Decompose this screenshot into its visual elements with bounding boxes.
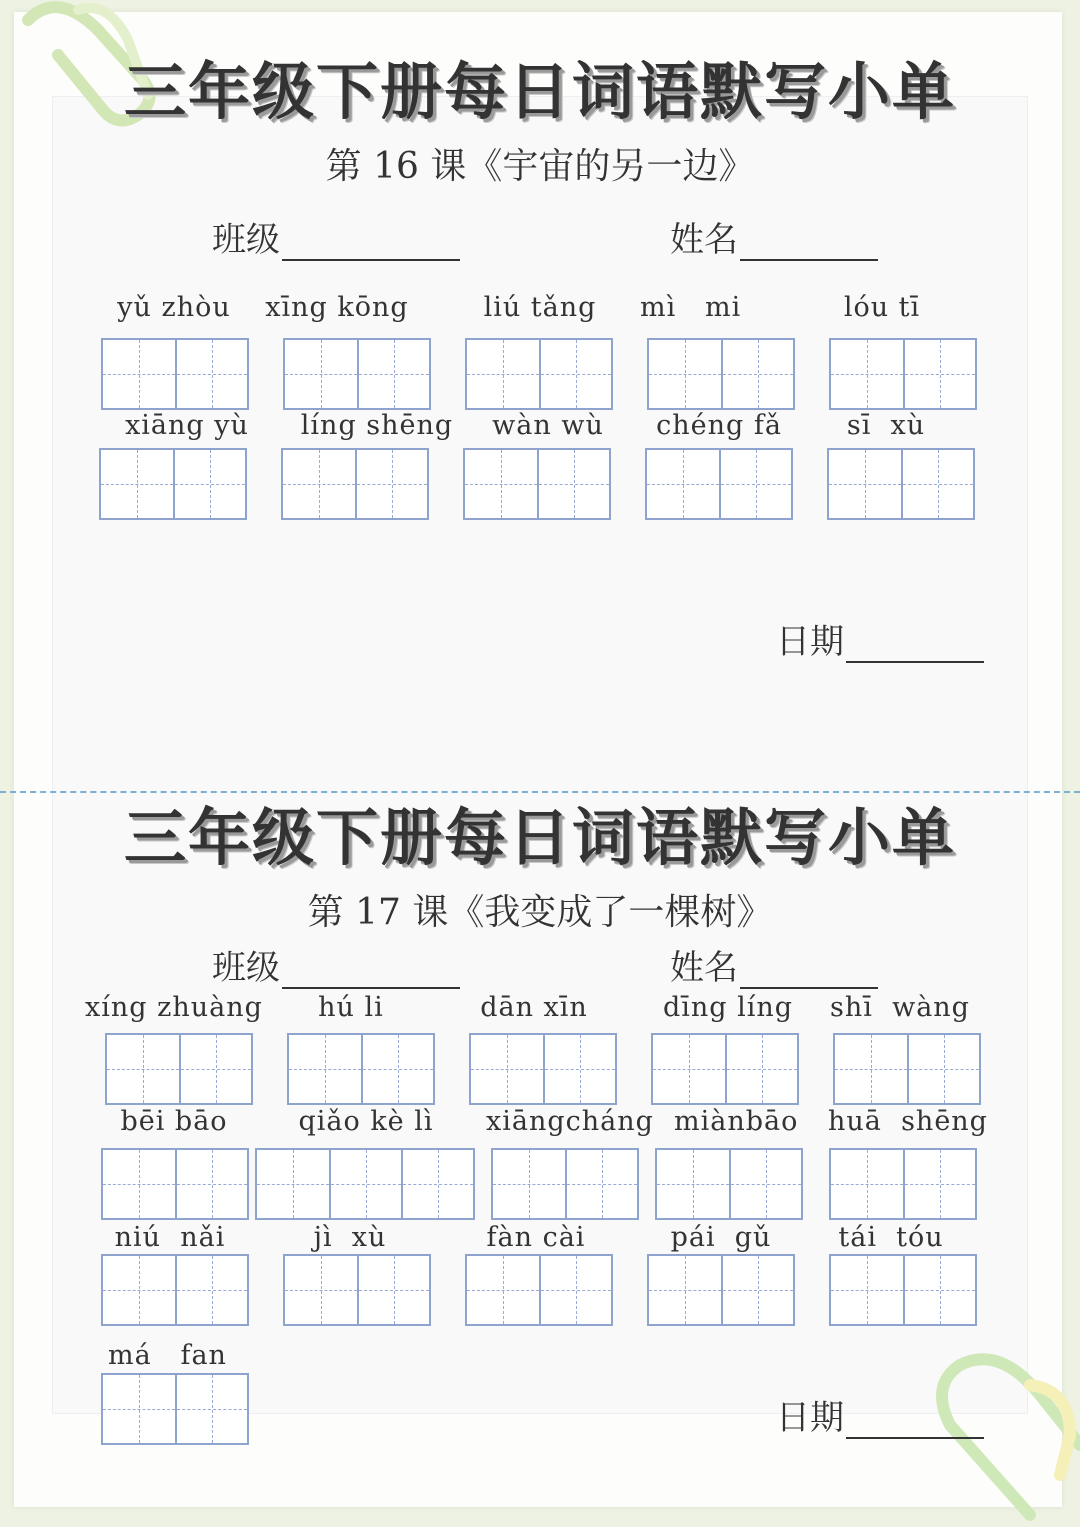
pinyin-label: tái tóu — [838, 1222, 944, 1253]
pinyin-label: mì mi — [640, 292, 742, 323]
pinyin-label: xiāng yù — [125, 410, 249, 441]
writing-grid[interactable] — [287, 1033, 435, 1105]
pinyin-label: líng shēng — [300, 410, 454, 441]
writing-grid[interactable] — [255, 1148, 475, 1220]
class-label: 班级 — [212, 948, 280, 988]
pinyin-label: lóu tī — [843, 292, 921, 323]
pinyin-label: liú tǎng — [483, 292, 597, 323]
writing-grid[interactable] — [101, 1254, 249, 1326]
class-blank[interactable] — [282, 225, 460, 261]
pinyin-label: má fan — [108, 1340, 227, 1371]
worksheet-1-name-field — [670, 212, 878, 261]
pinyin-label: dīng líng — [662, 992, 794, 1023]
worksheet-1-lesson-title: 第 16 课《宇宙的另一边》 — [325, 146, 755, 187]
name-label: 姓名 — [670, 220, 738, 260]
writing-grid[interactable] — [101, 1373, 249, 1445]
pinyin-label: fàn cài — [486, 1222, 586, 1253]
worksheet-2-class-field — [212, 940, 460, 989]
pinyin-label: yǔ zhòu — [117, 292, 231, 323]
pinyin-label: qiǎo kè lì — [298, 1106, 434, 1137]
writing-grid[interactable] — [647, 338, 795, 410]
class-blank[interactable] — [282, 953, 460, 989]
name-blank[interactable] — [740, 225, 878, 261]
pinyin-label: jì xù — [313, 1222, 387, 1253]
writing-grid[interactable] — [491, 1148, 639, 1220]
writing-grid[interactable] — [105, 1033, 253, 1105]
pinyin-label: sī xù — [846, 410, 926, 441]
writing-grid[interactable] — [651, 1033, 799, 1105]
pinyin-label: xiāngcháng — [486, 1106, 654, 1137]
writing-grid[interactable] — [283, 1254, 431, 1326]
pinyin-label: chéng fǎ — [656, 410, 782, 441]
date-blank[interactable] — [846, 1403, 984, 1439]
writing-grid[interactable] — [465, 1254, 613, 1326]
writing-grid[interactable] — [465, 338, 613, 410]
pinyin-label: bēi bāo — [120, 1106, 228, 1137]
writing-grid[interactable] — [645, 448, 793, 520]
date-blank[interactable] — [846, 627, 984, 663]
name-blank[interactable] — [740, 953, 878, 989]
writing-grid[interactable] — [827, 448, 975, 520]
worksheet-2-date-field — [776, 1390, 984, 1439]
pinyin-label: xīng kōng — [265, 292, 409, 323]
writing-grid[interactable] — [283, 338, 431, 410]
class-label: 班级 — [212, 220, 280, 260]
worksheet-2-title: 三年级下册每日词语默写小单 — [123, 801, 956, 874]
date-label: 日期 — [776, 622, 844, 662]
date-label: 日期 — [776, 1398, 844, 1438]
writing-grid[interactable] — [101, 1148, 249, 1220]
writing-grid[interactable] — [833, 1033, 981, 1105]
pinyin-label: wàn wù — [492, 410, 604, 441]
writing-grid[interactable] — [99, 448, 247, 520]
pinyin-label: miànbāo — [674, 1106, 799, 1137]
pinyin-label: shī wàng — [830, 992, 970, 1023]
worksheet-1-class-field — [212, 212, 460, 261]
writing-grid[interactable] — [647, 1254, 795, 1326]
worksheet-2-lesson-title: 第 17 课《我变成了一棵树》 — [307, 892, 773, 933]
pinyin-label: hú li — [318, 992, 384, 1023]
pinyin-label: niú nǎi — [114, 1222, 226, 1253]
writing-grid[interactable] — [829, 338, 977, 410]
pinyin-label: xíng zhuàng — [85, 992, 263, 1023]
worksheet-1-title: 三年级下册每日词语默写小单 — [123, 55, 956, 128]
pinyin-label: pái gǔ — [670, 1222, 772, 1253]
writing-grid[interactable] — [101, 338, 249, 410]
worksheet-1-date-field — [776, 614, 984, 663]
writing-grid[interactable] — [655, 1148, 803, 1220]
pinyin-label: huā shēng — [828, 1106, 988, 1137]
writing-grid[interactable] — [829, 1254, 977, 1326]
writing-grid[interactable] — [463, 448, 611, 520]
worksheet-2-name-field — [670, 940, 878, 989]
writing-grid[interactable] — [281, 448, 429, 520]
writing-grid[interactable] — [469, 1033, 617, 1105]
pinyin-label: dān xīn — [480, 992, 588, 1023]
writing-grid[interactable] — [829, 1148, 977, 1220]
name-label: 姓名 — [670, 948, 738, 988]
